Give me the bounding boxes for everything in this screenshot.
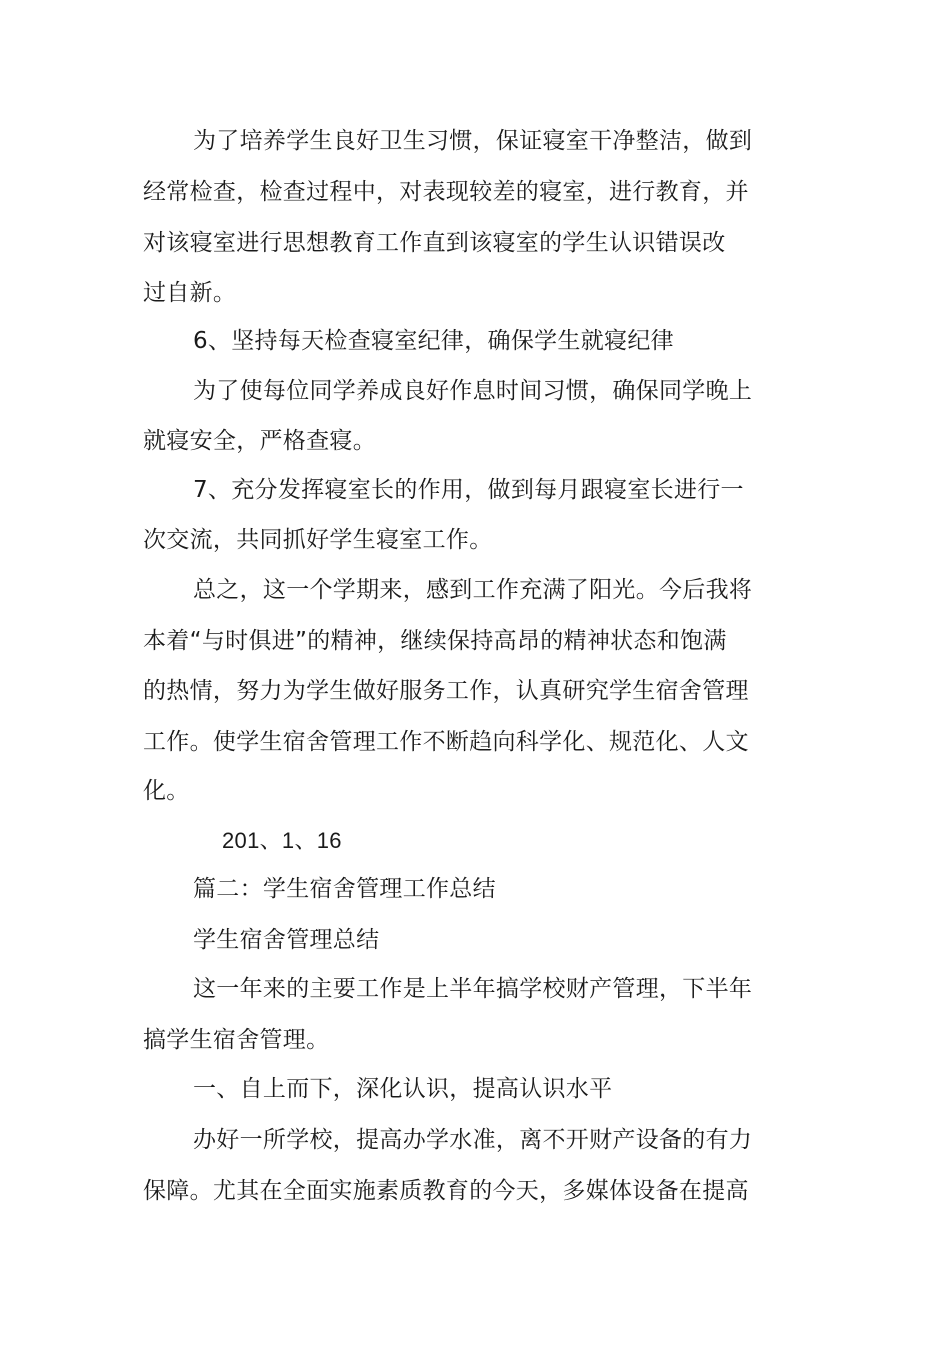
paragraph-line: 为了培养学生良好卫生习惯，保证寝室干净整洁，做到: [193, 128, 753, 154]
paragraph-line: 化。: [143, 778, 190, 804]
section-heading: 6、坚持每天检查寝室纪律，确保学生就寝纪律: [193, 328, 674, 354]
paragraph-line: 办好一所学校，提高办学水准，离不开财产设备的有力: [193, 1127, 753, 1153]
article-subtitle: 学生宿舍管理总结: [193, 927, 380, 953]
paragraph-line: 过自新。: [143, 280, 237, 306]
paragraph-line: 本着“与时俱进”的精神，继续保持高昂的精神状态和饱满: [143, 628, 727, 654]
date-line: 201、1、16: [222, 828, 342, 853]
paragraph-line: 保障。尤其在全面实施素质教育的今天，多媒体设备在提高: [143, 1178, 749, 1204]
paragraph-line: 工作。使学生宿舍管理工作不断趋向科学化、规范化、人文: [143, 729, 749, 755]
paragraph-line: 就寝安全，严格查寝。: [143, 428, 376, 454]
paragraph-line: 为了使每位同学养成良好作息时间习惯，确保同学晚上: [193, 378, 753, 404]
article-title: 篇二：学生宿舍管理工作总结: [193, 876, 496, 902]
paragraph-line: 次交流，共同抓好学生寝室工作。: [143, 527, 493, 553]
section-heading: 一、自上而下，深化认识，提高认识水平: [193, 1076, 613, 1102]
paragraph-line: 经常检查，检查过程中，对表现较差的寝室，进行教育，并: [143, 179, 749, 205]
paragraph-line: 总之，这一个学期来，感到工作充满了阳光。今后我将: [193, 577, 753, 603]
paragraph-line: 的热情，努力为学生做好服务工作，认真研究学生宿舍管理: [143, 678, 749, 704]
paragraph-line: 对该寝室进行思想教育工作直到该寝室的学生认识错误改: [143, 230, 726, 256]
paragraph-line: 搞学生宿舍管理。: [143, 1027, 330, 1053]
section-heading: 7、充分发挥寝室长的作用，做到每月跟寝室长进行一: [193, 477, 744, 503]
paragraph-line: 这一年来的主要工作是上半年搞学校财产管理，下半年: [193, 976, 753, 1002]
